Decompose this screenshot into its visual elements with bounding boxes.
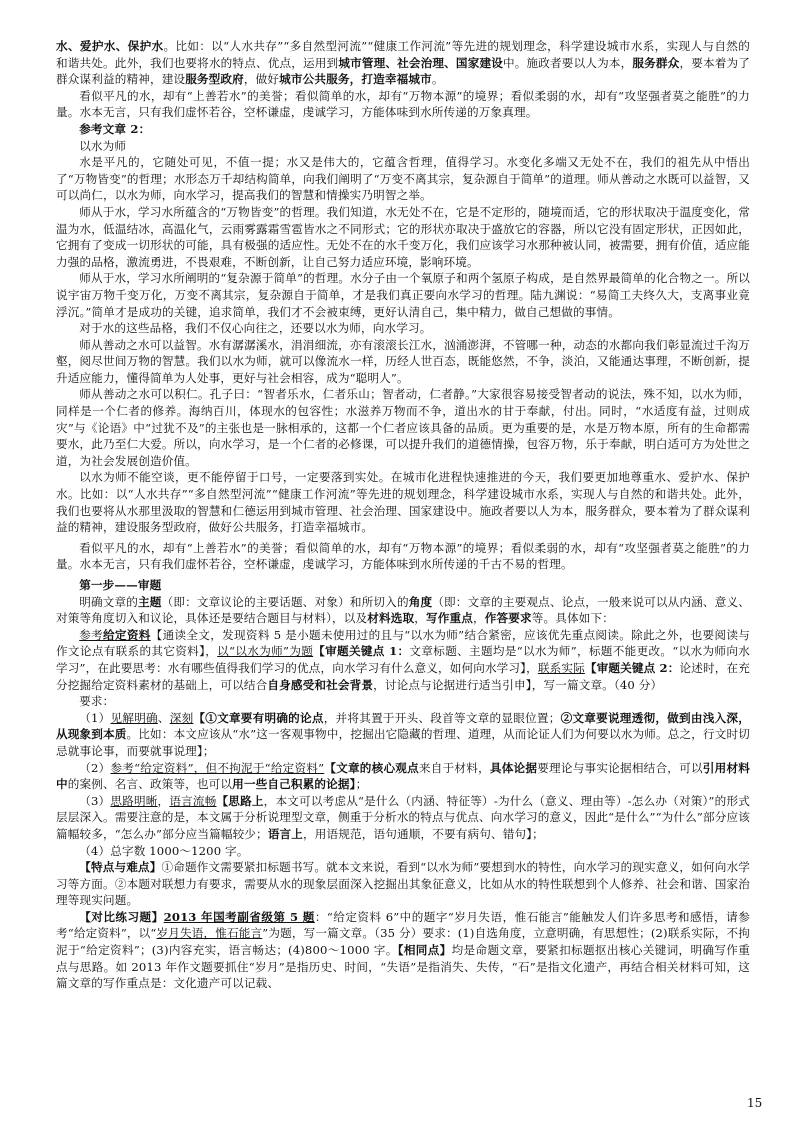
article2-paragraph: 师从于水，学习水所蕴含的“万物皆变”的哲理。我们知道，水无处不在，它是不定形的，随境而适，它的形状取决于温度变化，常温为水，低温结冰，高温化气，云雨雾露霜雪雹皆水之不同形式；它的形状亦取决于盛放它的容器，所以它没有固定形状，正因如此，它拥有了变成一切形状的可能，具有极强的适应性。无处不在的水千变万化，我们应该学习水那种被认同，被需要，拥有价值，适应能力强的品格，激流勇进，不畏艰难，不断创新，让自己努力适应环境，影响环境。 [56, 204, 750, 269]
article2-title: 以水为师 [79, 138, 127, 153]
paragraph-conclusion-1: 看似平凡的水，却有“上善若水”的美誉；看似简单的水，却有“万物本源”的境界；看似柔弱的水，却有“攻坚强者莫之能胜”的力量。水本无言，只有我们虚怀若谷，空杯谦虚，虔诚学习，方能体味到水所传递的万象真理。 [56, 88, 750, 120]
requirement-3: （3）思路明晰，语言流畅【思路上，本文可以考虑从“是什么（内涵、特征等）-为什么（意义、理由等）-怎么办（对策）”的形式层层深入。需要注意的是，本文属于分析说理型文章，侧重于分析水的特点与优点、向水学习的意义，因此“是什么”“为什么”部分应该篇幅较多，“怎么办”部分应当篇幅较少；语言上，用语规范，语句通顺，不要有病句、错句】； [56, 793, 750, 841]
emphasis: 城市管理、社会治理、国家建设 [338, 55, 503, 70]
article2-paragraph: 对于水的这些品格，我们不仅心向往之，还要以水为师，向水学习。 [79, 321, 432, 336]
step1-intro: 明确文章的主题（即：文章议论的主要话题、对象）和所切入的角度（即：文章的主要观点、论点，一般来说可以从内涵、意义、对策等角度切入和议论，具体还是要结合题目与材料），以及材料选取，写作重点，作答要求等。具体如下： [56, 594, 750, 626]
step1-heading: 第一步——审题 [79, 578, 162, 592]
emphasis: 服务型政府 [185, 72, 244, 87]
requirement-2: （2）参考“给定资料”，但不拘泥于“给定资料”【文章的核心观点来自于材料，具体论据要理论与事实论据相结合，可以引用材料中的案例、名言、政策等，也可以用一些自己积累的论据】； [56, 760, 751, 792]
article2-paragraph: 看似平凡的水，却有“上善若水”的美誉；看似简单的水，却有“万物本源”的境界；看似柔弱的水，却有“攻坚强者莫之能胜”的力量。水本无言，只有我们虚怀若谷，空杯谦虚，虔诚学习，方能体味到水所传递的千古不易的哲理。 [56, 540, 750, 572]
article2-paragraph: 师从于水，学习水所阐明的“复杂源于简单”的哲理。水分子由一个氧原子和两个氢原子构成，是自然界最简单的化合物之一。所以说宇宙万物千变万化，万变不离其宗，复杂源自于简单，才是我们真正要向水学习的哲理。陆九渊说：“易简工夫终久大，支离事业竟浮沉。”简单才是成功的关键，追求简单，我们才不会被束缚，更好认清自己，集中精力，做自己想做的事情。 [56, 271, 750, 319]
requirement-4: （4）总字数 1000～1200 字。 [79, 843, 249, 858]
requirement-1: （1）见解明确、深刻【①文章要有明确的论点，并将其置于开头、段首等文章的显眼位置；②文章要说理透彻，做到由浅入深，从现象到本质。比如：本文应该从“水”这一客观事物中，挖掘出它隐藏的哲理、道理，从而论证人们为何要以水为师。总之，行文时切忌就事论事，而要就事说理】； [56, 710, 750, 758]
article2-paragraph: 以水为师不能空谈，更不能停留于口号，一定要落到实处。在城市化进程快速推进的今天，我们要更加地尊重水、爱护水、保护水。比如：以“人水共存”“多自然型河流”“健康工作河流”等先进的规划理念，科学建设城市水系，实现人与自然的和谐共处。此外，我们也要将从水那里汲取的智慧和仁德运用到城市管理、社会治理、国家建设中。施政者要以人为本，服务群众，要本着为了群众谋利益的精神，建设服务型政府，做好公共服务，打造幸福城市。 [56, 470, 750, 535]
paragraph-intro-continued: 水、爱护水、保护水。比如：以“人水共存”“多自然型河流”“健康工作河流”等先进的规划理念，科学建设城市水系，实现人与自然的和谐共处。此外，我们也要将水的特点、优点，运用到城市管理、社会治理、国家建设中。施政者要以人为本，服务群众，要本着为了群众谋利益的精神，建设服务型政府，做好城市公共服务，打造幸福城市。 [56, 39, 751, 87]
article2-paragraph: 水是平凡的，它随处可见，不值一提；水又是伟大的，它蕴含哲理，值得学习。水变化多端又无处不在，我们的祖先从中悟出了“万物皆变”的哲理；水形态万千却结构简单，向我们阐明了“万变不离其宗，复杂源自于简单”的道理。师从善动之水既可以益智，又可以尚仁，以水为师，向水学习，提高我们的智慧和情操实乃明智之举。 [56, 155, 750, 203]
emphasis: 水、爱护水、保护水 [56, 39, 164, 53]
emphasis: 服务群众 [632, 55, 680, 70]
given-materials-paragraph: 参考给定资料【通读全文，发现资料 5 是小题未使用过的且与“以水为师”结合紧密，应该优先重点阅读。除此之外，也要阅读与作文论点有联系的其它资料】，以“以水为师”为题【审题关键点 1：文章标题、主题均是“以水为师”，标题不能更改。“以水为师向水学习”，在此要思考：水有哪些值得我们学习的优点，向水学习有什么意义，如何向水学习】，联系实际【审题关键点 2：论述时，在充分挖掘给定资料素材的基础上，可以结合自身感受和社会背景，讨论点与论据进行适当引申】，写一篇文章。（40 分） [56, 627, 751, 692]
emphasis: 城市公共服务，打造幸福城市 [279, 72, 432, 87]
requirements-label: 要求： [79, 694, 115, 709]
page-number: 15 [747, 1096, 763, 1110]
contrast-exercise-paragraph: 【对比练习题】2013 年国考副省级第 5 题：“给定资料 6”中的题字“岁月失语，惟石能言”能触发人们许多思考和感悟，请参考“给定资料”，以“岁月失语，惟石能言”为题，写一篇文章。（35 分）要求：(1)自选角度，立意明确，有思想性；(2)联系实际，不拘泥于“给定资料”；(3)内容充实，语言畅达；(4)800～1000 字。【相同点】均是命题文章，要紧扣标题抠出核心关键词，明确写作重点与思路。如 2013 年作文题要抓住“岁月”是指历史、时间，“失语”是指消失、失传，“石”是指文化遗产，再结合相关材料可知，这篇文章的写作重点是：文化遗产可以记载、 [56, 909, 750, 991]
article2-paragraph: 师从善动之水可以积仁。孔子曰：“智者乐水，仁者乐山；智者动，仁者静。”大家很容易接受智者动的说法，殊不知，以水为师，同样是一个仁者的修养。海纳百川，体现水的包容性；水滋养万物而不争，道出水的甘于奉献，付出。同时，“水适度有益，过则成灾”与《论语》中“过犹不及”的主张也是一脉相承的，这都一个仁者应该具备的品质。更为重要的是，水是万物本原，所有的生命都需要水，此乃至仁大爱。所以，向水学习，是一个仁者的必修课，可以提升我们的道德情操，包容万物，乐于奉献，明白适可方为处世之道，为社会发展创造价值。 [56, 387, 750, 468]
article2-heading: 参考文章 2： [79, 121, 151, 136]
document-page [56, 38, 750, 992]
article2-paragraph: 师从善动之水可以益智。水有潺潺溪水，涓涓细流，亦有滚滚长江水，汹涌澎湃，不管哪一种，动态的水都向我们彰显流过千沟万壑，阅尽世间万物的智慧。我们以水为师，就可以像流水一样，历经人世百态，既能悠然，不争，淡泊，又能通达事理，不断创新，提升适应能力，懂得简单为人处事，更好与社会相容，成为“聪明人”。 [56, 337, 750, 385]
features-paragraph: 【特点与难点】①命题作文需要紧扣标题书写。就本文来说，看到“以水为师”要想到水的特性，向水学习的现实意义，如何向水学习等方面。②本题对联想力有要求，需要从水的现象层面深入挖掘出其象征意义，比如从水的特性联想到个人修养、社会和谐、国家治理等现实问题。 [56, 860, 750, 908]
